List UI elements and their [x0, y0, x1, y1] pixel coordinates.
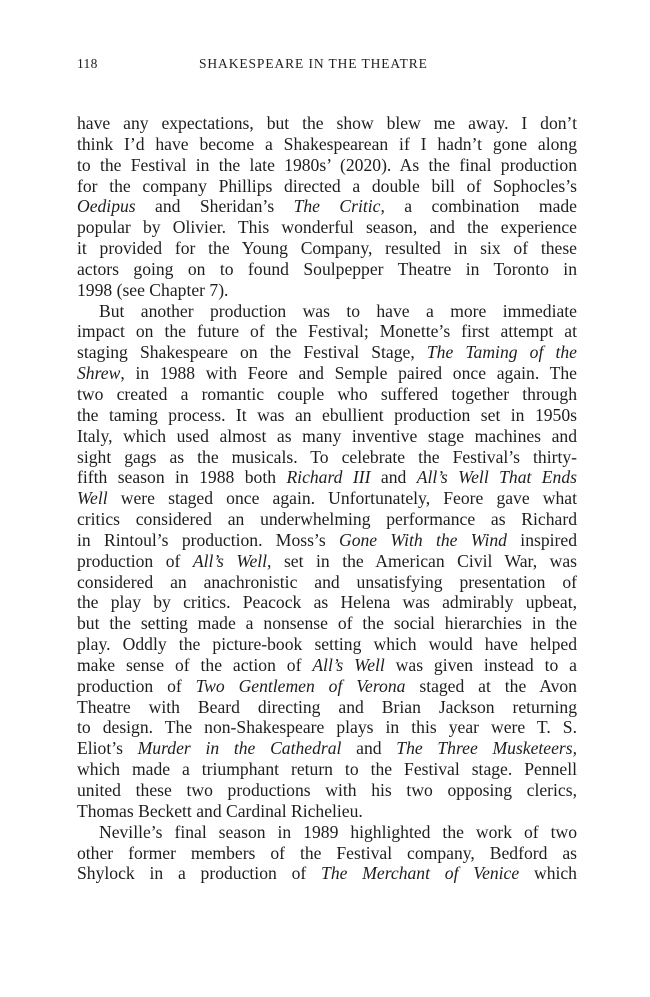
text-line: [77, 321, 577, 342]
text-segment: staging Shakespeare on the Festival Stage,: [77, 342, 427, 363]
text-segment: , a combination made: [380, 196, 577, 217]
text-segment: the taming process. It was an ebullient production set in 1950s: [77, 404, 577, 425]
text-segment: fifth season in 1988 both: [77, 467, 287, 488]
text-segment: were staged once again. Unfortunately, Feore gave what: [107, 488, 577, 509]
text-segment: for the company Phillips directed a double bill of Sophocles’s: [77, 175, 577, 196]
text-line: [77, 530, 577, 551]
italic-title-segment: Shrew: [77, 363, 121, 384]
text-line: [77, 551, 577, 572]
italic-title-segment: The Three Musketeers,: [396, 738, 577, 759]
text-line: [77, 217, 577, 238]
text-line: [77, 134, 577, 155]
text-line: [77, 447, 577, 468]
text-segment: to design. The non-Shakespeare plays in this year were T. S.: [77, 717, 577, 738]
text-segment: other former members of the Festival company, Bedford as: [77, 842, 577, 863]
text-line: [77, 822, 577, 843]
text-line: [77, 697, 577, 718]
italic-title-segment: Richard III: [286, 467, 371, 488]
text-segment: play. Oddly the picture-book setting which would have helped: [77, 634, 577, 655]
body-text: [77, 113, 577, 884]
text-segment: it provided for the Young Company, resulted in six of these: [77, 238, 577, 259]
text-segment: , in 1988 with Feore and Semple paired once again. The: [120, 363, 577, 384]
text-segment: and Sheridan’s: [135, 196, 294, 217]
text-segment: the play by critics. Peacock as Helena was admirably upbeat,: [77, 592, 577, 613]
running-title: SHAKESPEARE IN THE THEATRE: [199, 56, 428, 71]
text-segment: But another production was to have a more immediate: [99, 300, 577, 321]
text-line: [77, 363, 577, 384]
text-line: [77, 572, 577, 593]
text-segment: Theatre with Beard directing and Brian Jackson returning: [77, 696, 577, 717]
text-line: [77, 759, 577, 780]
text-segment: actors going on to found Soulpepper Theatre in Toronto in: [77, 258, 577, 279]
text-line: [77, 405, 577, 426]
text-segment: which: [519, 863, 577, 884]
text-line: [77, 655, 577, 676]
text-segment: Eliot’s: [77, 738, 138, 759]
text-line: [77, 113, 577, 134]
text-line: [77, 238, 577, 259]
text-segment: and: [370, 467, 417, 488]
text-line: [77, 384, 577, 405]
text-line: [77, 155, 577, 176]
italic-title-segment: Two Gentlemen of Verona: [195, 675, 406, 696]
running-head: [77, 54, 577, 74]
text-segment: but the setting made a nonsense of the social hierarchies in the: [77, 613, 577, 634]
text-segment: critics considered an underwhelming performance as Richard: [77, 509, 577, 530]
text-line: [77, 488, 577, 509]
text-segment: united these two productions with his two opposing clerics,: [77, 780, 577, 800]
text-line: [77, 738, 577, 759]
text-segment: think I’d have become a Shakespearean if I hadn’t gone along: [77, 133, 577, 154]
text-segment: two created a romantic couple who suffered together through: [77, 383, 577, 404]
text-line: [77, 843, 577, 864]
text-segment: 1998 (see Chapter 7).: [77, 279, 229, 300]
text-line: [77, 426, 577, 447]
italic-title-segment: Oedipus: [77, 196, 136, 217]
text-segment: production of: [77, 550, 193, 571]
text-segment: Shylock in a production of: [77, 863, 322, 884]
text-line: [77, 259, 577, 280]
text-line: [77, 801, 577, 822]
italic-title-segment: The Taming of the: [426, 342, 577, 363]
text-segment: , set in the American Civil War, was: [267, 550, 577, 571]
italic-title-segment: Gone With the Wind: [338, 529, 507, 550]
text-line: [77, 280, 577, 301]
text-line: [77, 301, 577, 322]
italic-title-segment: The Merchant of Venice: [321, 863, 520, 884]
italic-title-segment: All’s Well: [192, 550, 268, 571]
text-segment: considered an anachronistic and unsatisfying presentation of: [77, 571, 577, 592]
text-line: [77, 634, 577, 655]
italic-title-segment: Well: [77, 488, 108, 509]
text-segment: in Rintoul’s production. Moss’s: [77, 529, 339, 550]
text-line: [77, 863, 577, 884]
text-segment: Italy, which used almost as many inventive stage machines and: [77, 425, 577, 446]
text-segment: to the Festival in the late 1980s’ (2020). As the final production: [77, 154, 577, 175]
text-line: [77, 176, 577, 197]
text-line: [77, 613, 577, 634]
text-line: [77, 467, 577, 488]
text-segment: have any expectations, but the show blew me away. I don’t: [77, 113, 577, 133]
italic-title-segment: All’s Well: [312, 654, 385, 675]
italic-title-segment: Murder in the Cathedral: [137, 738, 342, 759]
text-line: [77, 196, 577, 217]
italic-title-segment: The Critic: [293, 196, 381, 217]
text-segment: and: [341, 738, 397, 759]
text-line: [77, 717, 577, 738]
text-line: [77, 592, 577, 613]
text-segment: make sense of the action of: [77, 654, 313, 675]
text-line: [77, 780, 577, 801]
text-line: [77, 342, 577, 363]
text-line: [77, 509, 577, 530]
text-segment: Neville’s final season in 1989 highlighted the work of two: [99, 821, 577, 842]
text-line: [77, 676, 577, 697]
page-number: 118: [77, 56, 98, 71]
text-segment: inspired: [506, 529, 577, 550]
text-segment: impact on the future of the Festival; Monette’s first attempt at: [77, 321, 577, 342]
text-segment: popular by Olivier. This wonderful season, and the experience: [77, 217, 577, 238]
text-segment: staged at the Avon: [405, 675, 577, 696]
text-segment: sight gags as the musicals. To celebrate the Festival’s thirty-: [77, 446, 577, 467]
text-segment: which made a triumphant return to the Festival stage. Pennell: [77, 759, 577, 780]
text-segment: was given instead to a: [384, 654, 577, 675]
italic-title-segment: All’s Well That Ends: [416, 467, 577, 488]
text-segment: Thomas Beckett and Cardinal Richelieu.: [77, 800, 363, 821]
text-segment: production of: [77, 675, 196, 696]
